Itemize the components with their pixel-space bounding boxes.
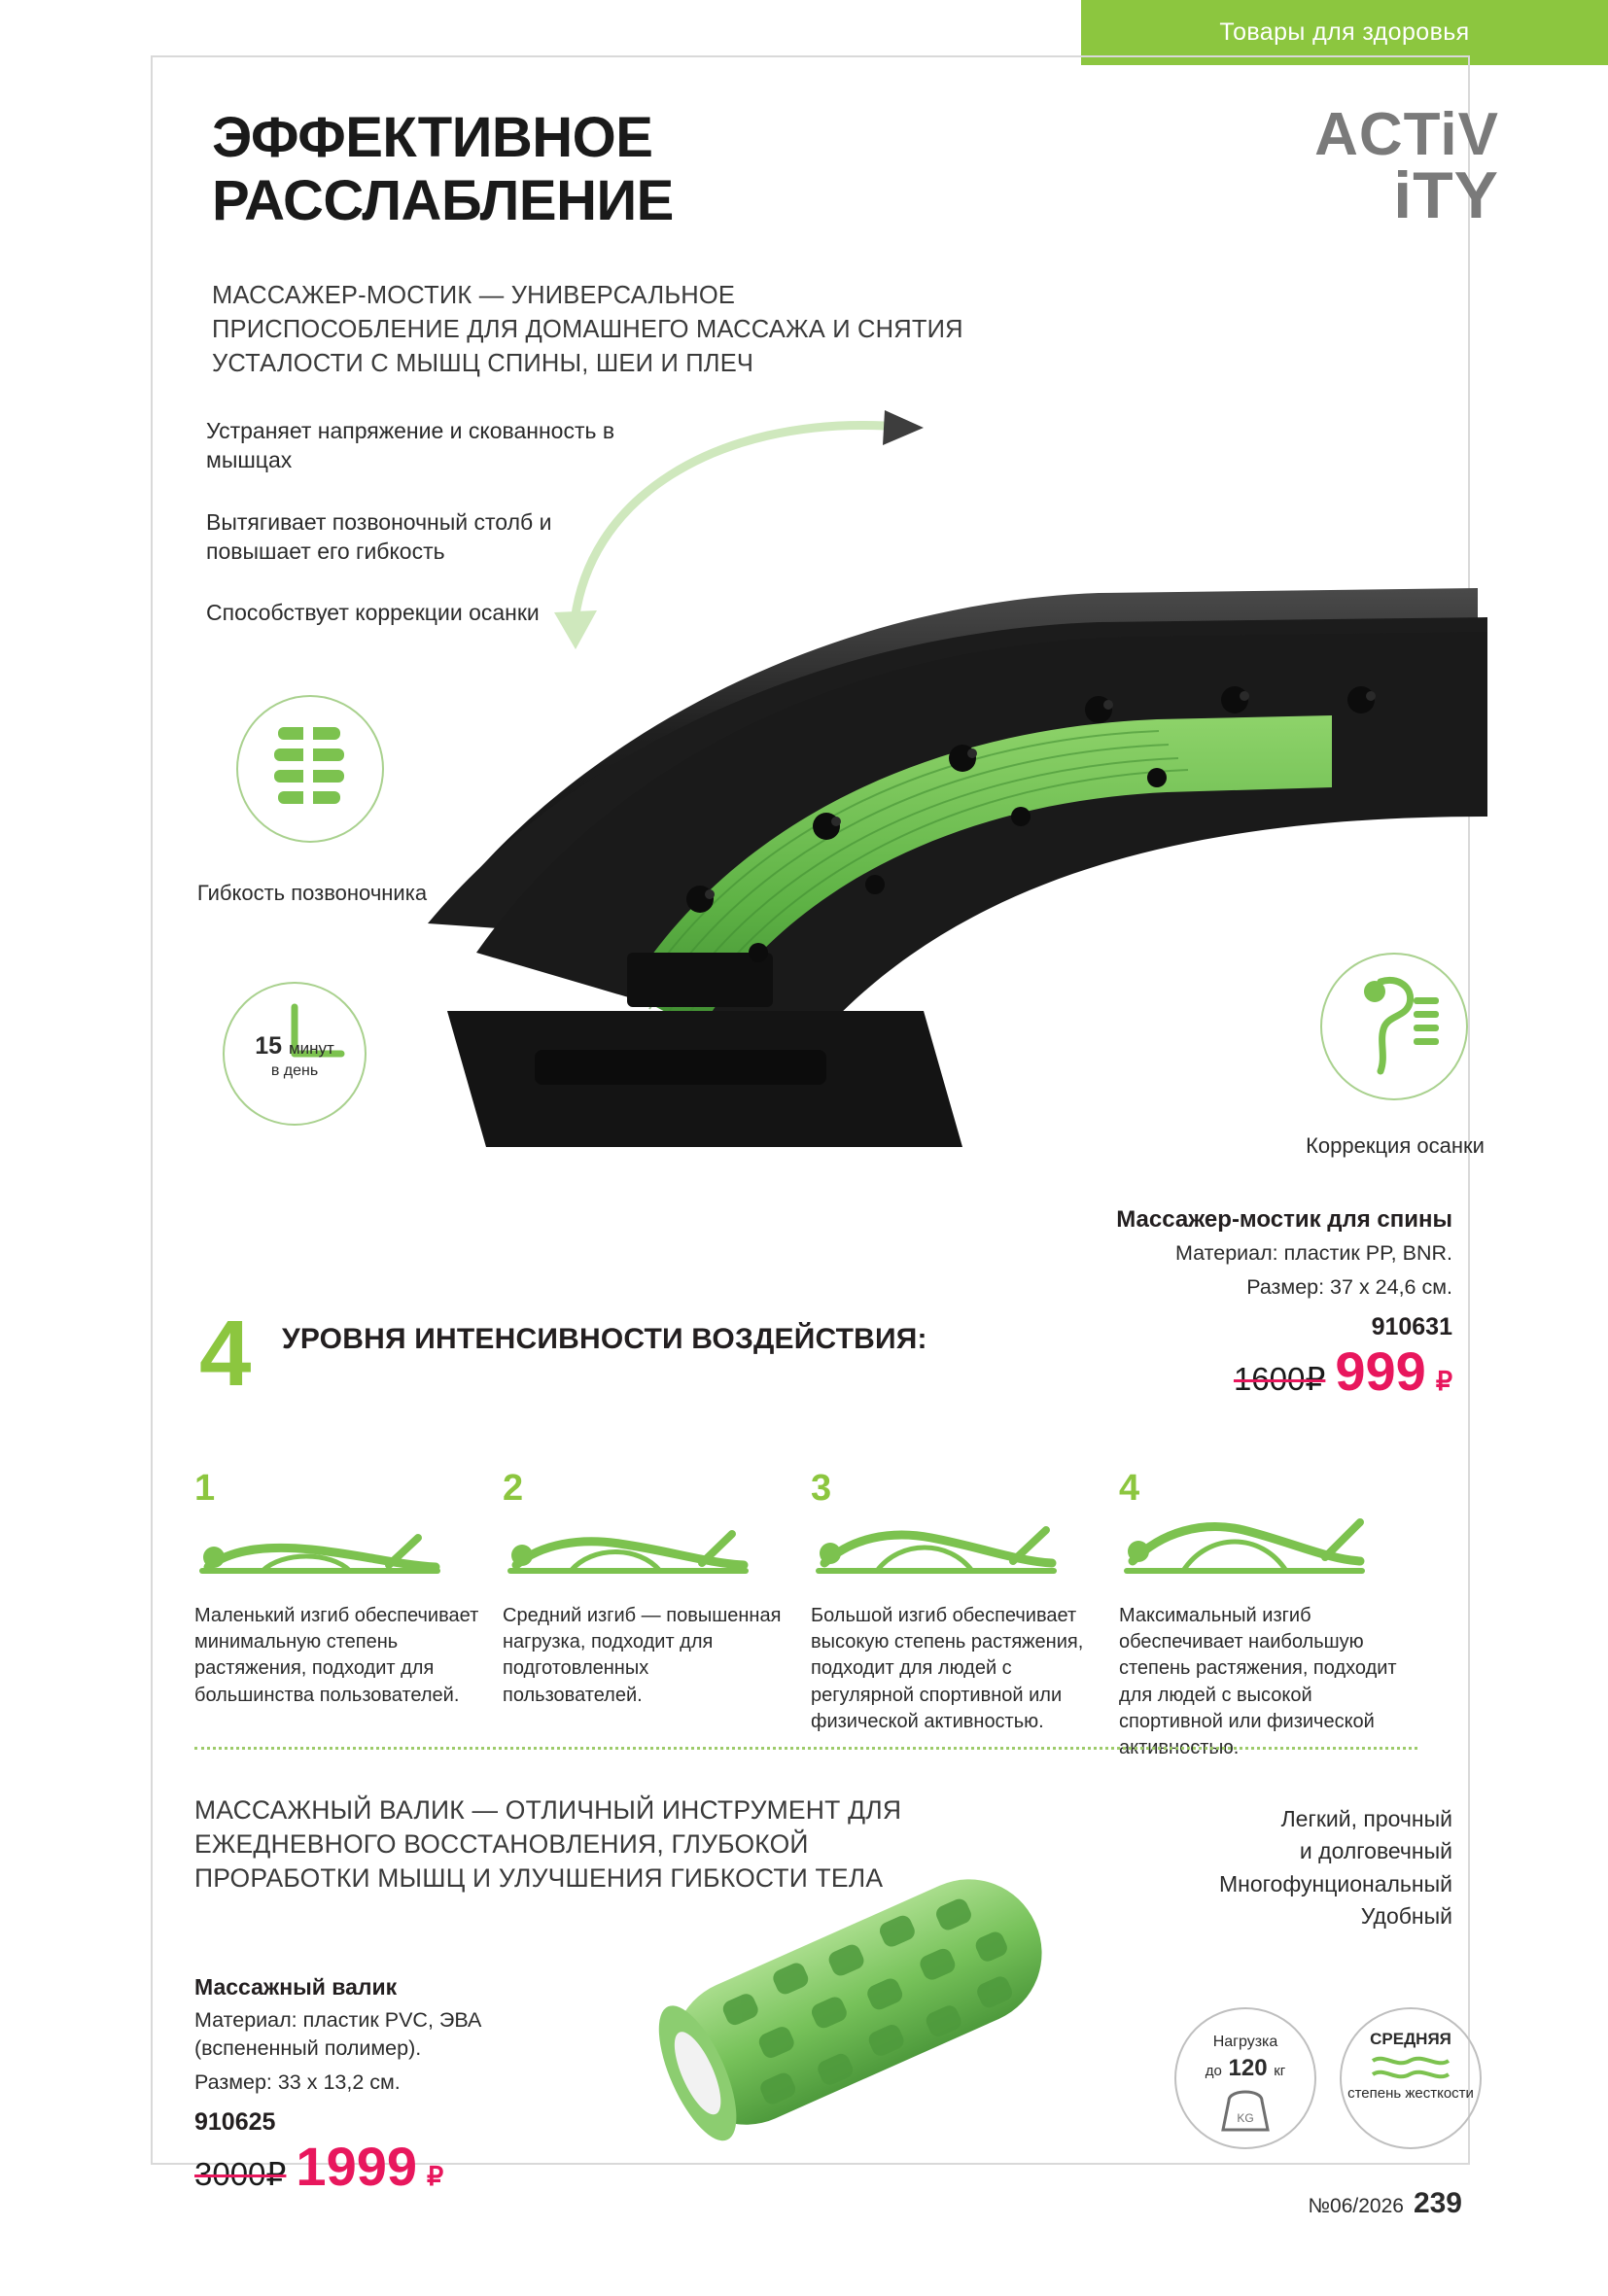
time-badge-value: 15 минут <box>255 1032 334 1060</box>
rotation-arrow-icon <box>544 408 953 680</box>
level-item <box>503 1470 789 1761</box>
product-card-massager <box>1064 1205 1452 1403</box>
time-badge-sub: в день <box>270 1062 319 1079</box>
load-badge-title: Нагрузка <box>1212 2034 1278 2050</box>
spine-icon <box>261 719 358 818</box>
level-number: 1 <box>194 1468 216 1509</box>
price-row <box>1064 1340 1452 1403</box>
level-item <box>194 1470 481 1761</box>
wave-icon <box>1369 2053 1452 2082</box>
levels-title: УРОВНЯ ИНТЕНСИВНОСТИ ВОЗДЕЙСТВИЯ: <box>282 1323 927 1355</box>
currency-symbol: ₽ <box>1435 1367 1452 1397</box>
level-item <box>1119 1470 1406 1761</box>
posture-badge-caption: Коррекция осанки <box>1306 1133 1485 1158</box>
bullet-3: Способствует коррекции осанки <box>206 600 540 626</box>
weight-icon <box>1219 2085 1272 2134</box>
old-price: 1600₽ <box>1233 1361 1326 1398</box>
posture-figure-icon <box>811 1509 1064 1581</box>
level-number: 3 <box>811 1468 832 1509</box>
new-price: 999 <box>1335 1340 1426 1403</box>
level-number: 2 <box>503 1468 524 1509</box>
level-text: Максимальный изгиб обеспечивает наибольшую степень растяжения, подходит для людей с высокой спортивной или физической активностью. <box>1119 1605 1397 1758</box>
section-divider <box>194 1747 1417 1750</box>
level-number: 4 <box>1119 1468 1140 1509</box>
level-text: Большой изгиб обеспечивает высокую степень растяжения, подходит для людей с регулярной спортивной или физической активностью. <box>811 1605 1084 1732</box>
page-footer <box>1309 2187 1463 2220</box>
level-text: Средний изгиб — повышенная нагрузка, подходит для подготовленных пользователей. <box>503 1605 782 1706</box>
product-name: Массажный валик <box>194 1974 398 2000</box>
posture-figure-icon <box>1119 1509 1372 1581</box>
roller-product-image <box>603 1803 1108 2192</box>
roller-feature: Многофунциональный <box>1219 1870 1452 1896</box>
roller-feature: и долговечный <box>1299 1838 1452 1864</box>
bullet-2: Вытягивает позвоночный столб и повышает его гибкость <box>206 508 552 565</box>
level-text: Маленький изгиб обеспечивает минимальную степень растяжения, подходит для большинства пользователей. <box>194 1605 479 1706</box>
category-tab: Товары для здоровья <box>1081 0 1608 65</box>
roller-feature: Удобный <box>1360 1903 1452 1930</box>
old-price: 3000₽ <box>194 2156 287 2193</box>
posture-figure-icon <box>503 1509 755 1581</box>
product-code: 910631 <box>1371 1313 1452 1341</box>
product-size: Размер: 37 x 24,6 см. <box>1246 1275 1452 1300</box>
levels-number: 4 <box>199 1302 252 1406</box>
level-item <box>811 1470 1098 1761</box>
page-title: ЭФФЕКТИВНОЕ РАССЛАБЛЕНИЕ <box>212 106 674 232</box>
page-subtitle: МАССАЖЕР-МОСТИК — УНИВЕРСАЛЬНОЕ ПРИСПОСОБЛЕНИЕ ДЛЯ ДОМАШНЕГО МАССАЖА И СНЯТИЯ УСТАЛОСТИ С МЫШЦ СПИНЫ, ШЕИ И ПЛЕЧ <box>212 282 963 377</box>
roller-feature: Легкий, прочный <box>1280 1806 1452 1831</box>
price-row <box>194 2136 603 2198</box>
page-number: 239 <box>1413 2187 1462 2219</box>
issue-number: №06/2026 <box>1308 2195 1404 2217</box>
brand-logo <box>1246 101 1499 232</box>
product-code: 910625 <box>194 2108 276 2137</box>
product-material: Материал: пластик PP, BNR. <box>1175 1241 1452 1266</box>
currency-symbol: ₽ <box>427 2162 444 2192</box>
brand-line-2: iTY <box>1393 157 1499 232</box>
brand-line-1: ACTiV <box>1314 101 1499 168</box>
load-badge-value: до 120 кг <box>1205 2055 1286 2081</box>
spine-badge-caption: Гибкость позвоночника <box>196 881 428 905</box>
svg-text:KG: KG <box>1237 2111 1254 2125</box>
new-price: 1999 <box>296 2136 417 2198</box>
product-card-roller <box>194 1973 603 2198</box>
stiffness-badge-caption: степень жесткости <box>1347 2085 1474 2102</box>
posture-icon <box>1342 972 1447 1081</box>
bullet-1: Устраняет напряжение и скованность в мышцах <box>206 418 615 473</box>
posture-figure-icon <box>194 1509 447 1581</box>
levels-list <box>194 1470 1415 1761</box>
product-size: Размер: 33 x 13,2 см. <box>194 2070 401 2095</box>
roller-section-title: МАССАЖНЫЙ ВАЛИК — ОТЛИЧНЫЙ ИНСТРУМЕНТ ДЛЯ ЕЖЕДНЕВНОГО ВОССТАНОВЛЕНИЯ, ГЛУБОКОЙ ПРОРАБОТКИ МЫШЦ И УЛУЧШЕНИЯ ГИБКОСТИ ТЕЛА <box>194 1795 902 1893</box>
stiffness-badge-title: СРЕДНЯЯ <box>1370 2030 1451 2048</box>
product-name: Массажер-мостик для спины <box>1116 1206 1452 1233</box>
product-material: Материал: пластик PVC, ЭВА (вспененный полимер). <box>194 2008 482 2061</box>
